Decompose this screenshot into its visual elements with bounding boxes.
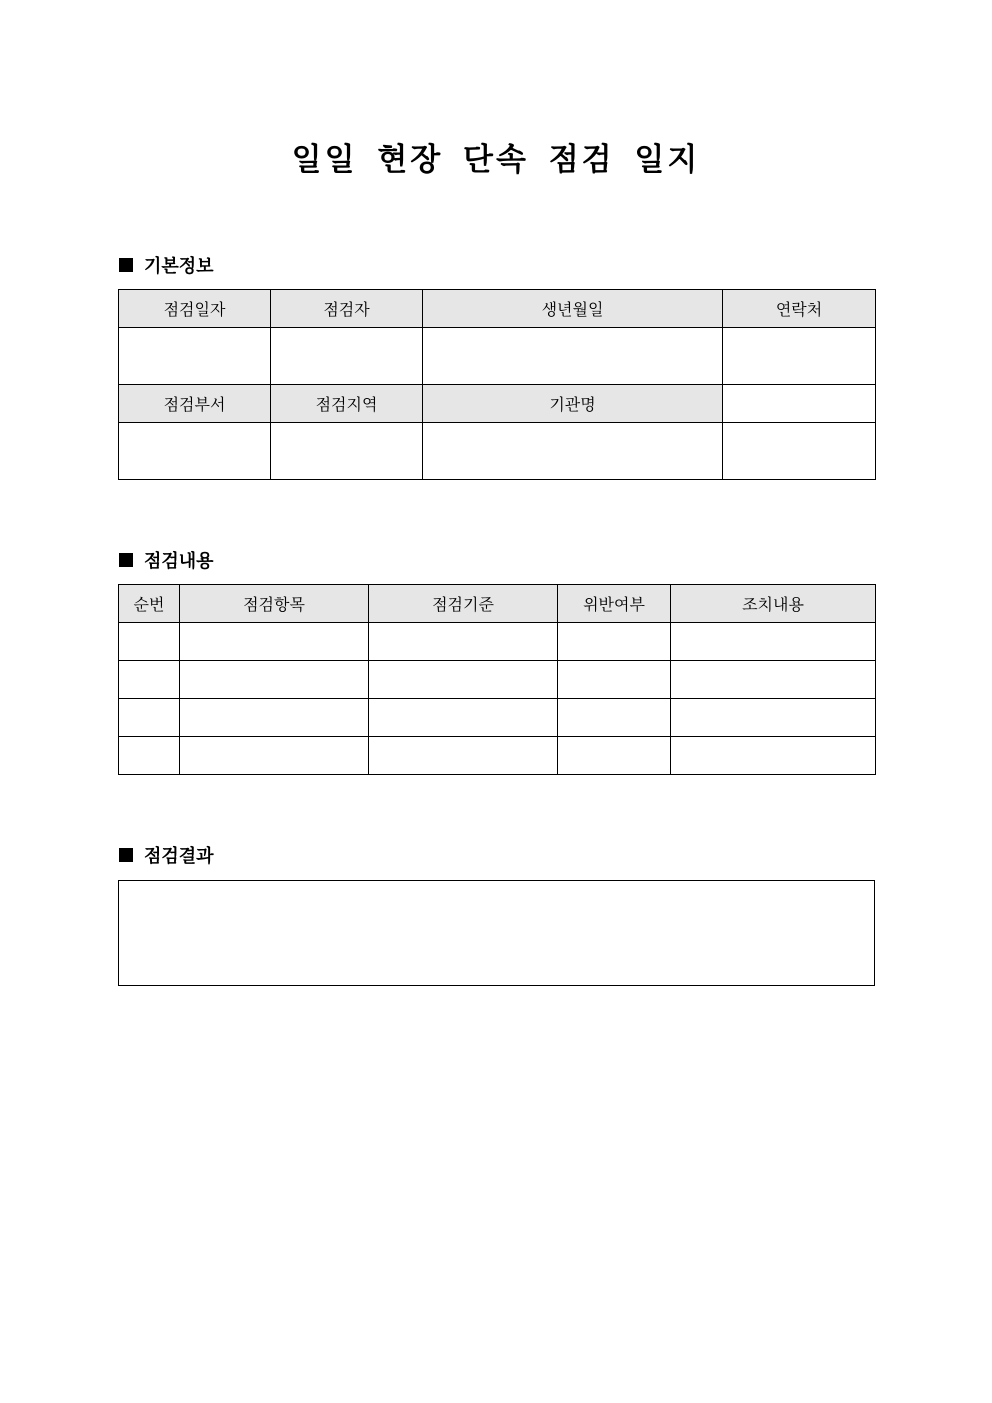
table-row	[119, 699, 876, 737]
header-inspection-department: 점검부서	[119, 385, 271, 423]
item-cell[interactable]	[180, 661, 369, 699]
header-criteria: 점검기준	[369, 585, 558, 623]
table-row	[119, 423, 876, 480]
action-cell[interactable]	[671, 661, 876, 699]
violation-cell[interactable]	[558, 623, 671, 661]
action-cell[interactable]	[671, 699, 876, 737]
table-row	[119, 737, 876, 775]
item-cell[interactable]	[180, 699, 369, 737]
header-inspection-area: 점검지역	[271, 385, 423, 423]
agency-name-cell[interactable]	[423, 423, 723, 480]
seq-cell[interactable]	[119, 737, 180, 775]
action-cell[interactable]	[671, 623, 876, 661]
table-row	[119, 328, 876, 385]
square-bullet-icon	[119, 258, 133, 272]
contact-cell[interactable]	[723, 328, 876, 385]
section-heading-result	[119, 843, 214, 867]
section-heading-label: 기본정보	[144, 256, 214, 277]
header-inspection-date: 점검일자	[119, 290, 271, 328]
violation-cell[interactable]	[558, 699, 671, 737]
empty-cell[interactable]	[723, 385, 876, 423]
inspection-department-cell[interactable]	[119, 423, 271, 480]
square-bullet-icon	[119, 848, 133, 862]
item-cell[interactable]	[180, 737, 369, 775]
header-action: 조치내용	[671, 585, 876, 623]
section-heading-basic-info	[119, 253, 214, 277]
header-seq: 순번	[119, 585, 180, 623]
seq-cell[interactable]	[119, 661, 180, 699]
inspection-date-cell[interactable]	[119, 328, 271, 385]
section-heading-label: 점검내용	[144, 551, 214, 572]
section-heading-inspection	[119, 548, 214, 572]
criteria-cell[interactable]	[369, 623, 558, 661]
inspection-table	[118, 584, 876, 775]
table-header-row	[119, 290, 876, 328]
criteria-cell[interactable]	[369, 661, 558, 699]
header-contact: 연락처	[723, 290, 876, 328]
square-bullet-icon	[119, 553, 133, 567]
seq-cell[interactable]	[119, 623, 180, 661]
criteria-cell[interactable]	[369, 699, 558, 737]
result-box[interactable]	[118, 880, 875, 986]
criteria-cell[interactable]	[369, 737, 558, 775]
extra-cell[interactable]	[723, 423, 876, 480]
violation-cell[interactable]	[558, 737, 671, 775]
section-heading-label: 점검결과	[144, 846, 214, 867]
table-row	[119, 623, 876, 661]
header-agency-name: 기관명	[423, 385, 723, 423]
birth-date-cell[interactable]	[423, 328, 723, 385]
table-header-row	[119, 585, 876, 623]
action-cell[interactable]	[671, 737, 876, 775]
violation-cell[interactable]	[558, 661, 671, 699]
table-row	[119, 661, 876, 699]
inspector-cell[interactable]	[271, 328, 423, 385]
header-violation: 위반여부	[558, 585, 671, 623]
seq-cell[interactable]	[119, 699, 180, 737]
header-item: 점검항목	[180, 585, 369, 623]
table-header-row	[119, 385, 876, 423]
header-birth-date: 생년월일	[423, 290, 723, 328]
page-title: 일일 현장 단속 점검 일지	[291, 142, 701, 178]
item-cell[interactable]	[180, 623, 369, 661]
basic-info-table	[118, 289, 876, 480]
inspection-area-cell[interactable]	[271, 423, 423, 480]
header-inspector: 점검자	[271, 290, 423, 328]
